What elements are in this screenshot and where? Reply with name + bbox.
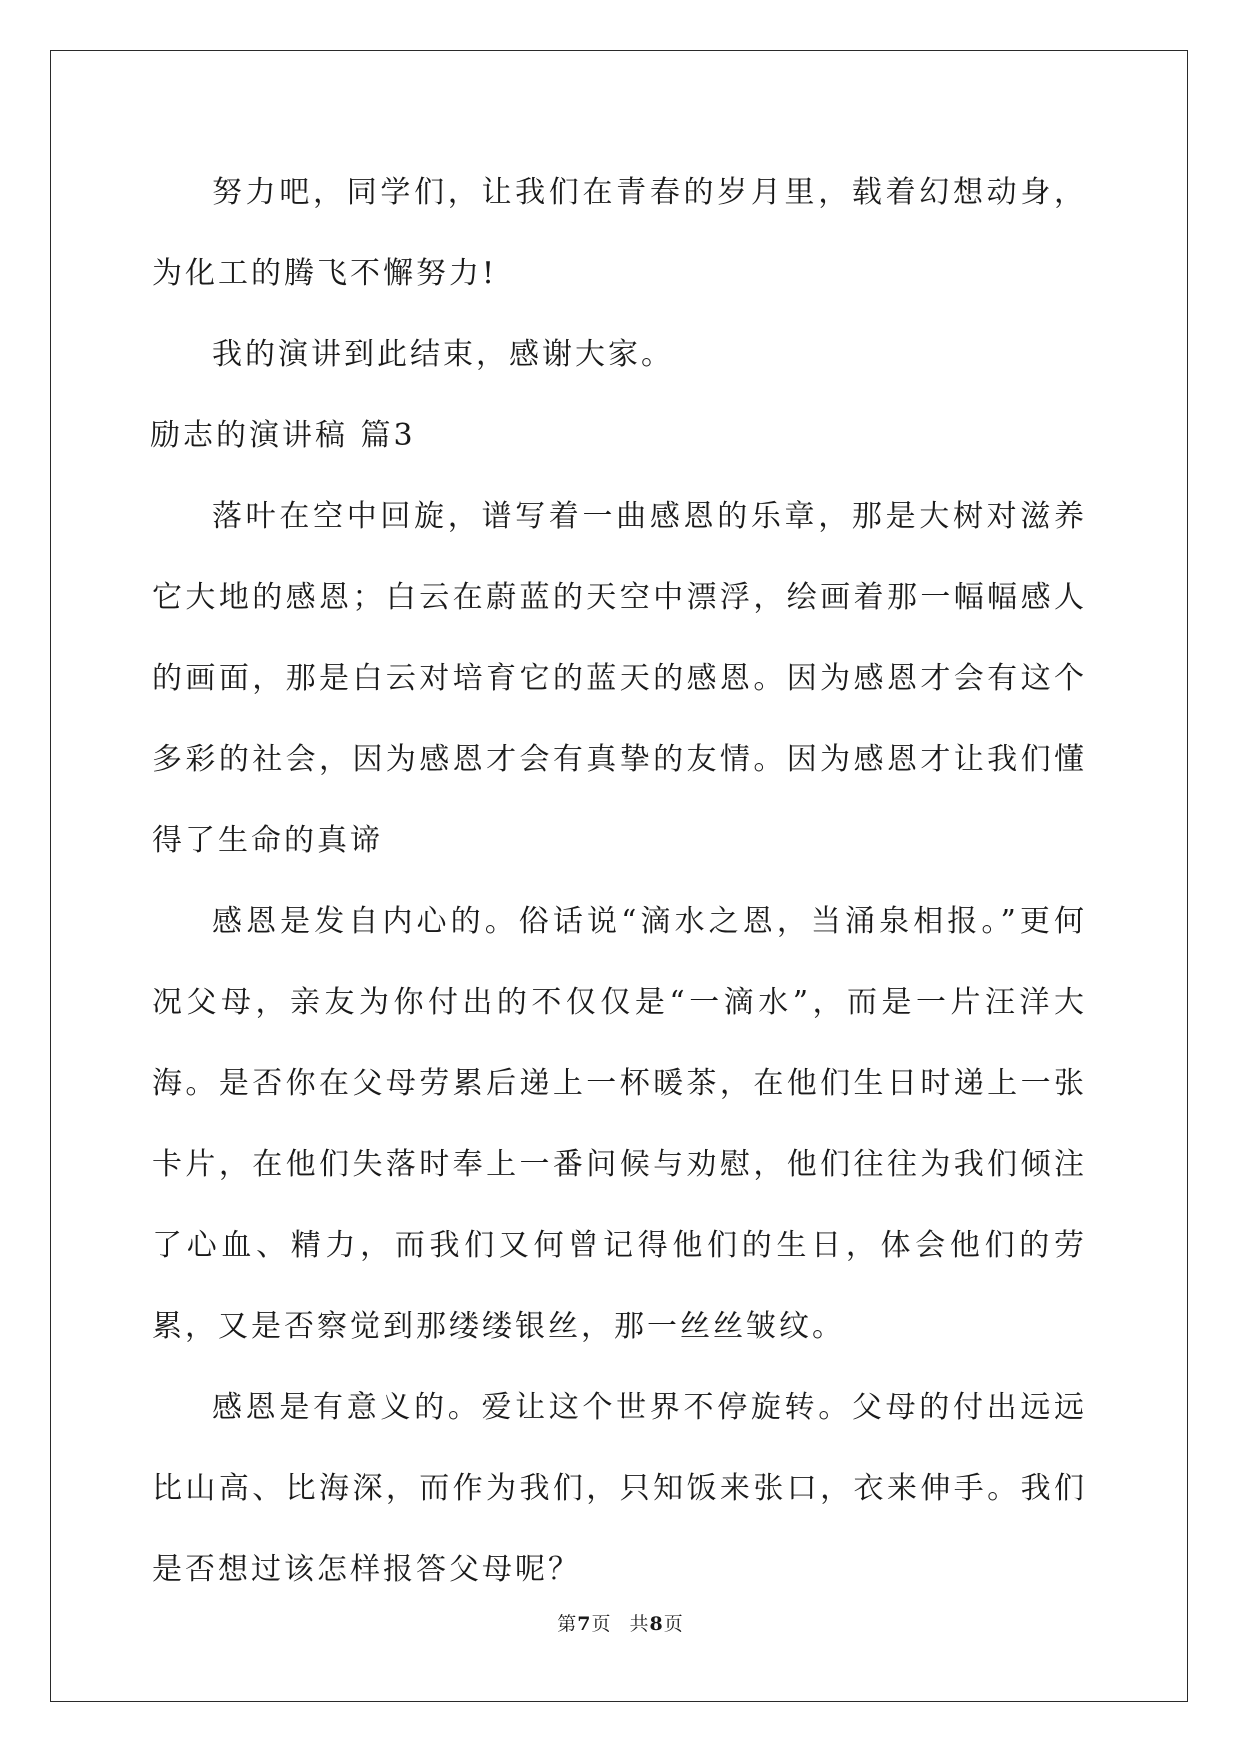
paragraph-1: 努力吧，同学们，让我们在青春的岁月里，载着幻想动身，为化工的腾飞不懈努力! bbox=[152, 175, 1087, 291]
page-prefix: 第 bbox=[557, 1613, 578, 1635]
total-suffix: 页 bbox=[663, 1613, 684, 1635]
page-suffix: 页 bbox=[591, 1613, 612, 1635]
paragraph-3: 落叶在空中回旋，谱写着一曲感恩的乐章，那是大树对滋养它大地的感恩；白云在蔚蓝的天空中漂浮，绘画着那一幅幅感人的画面，那是白云对培育它的蓝天的感恩。因为感恩才会有这个多彩的社会，因为感恩才会有真挚的友情。因为感恩才让我们懂得了生命的真谛 bbox=[152, 499, 1087, 858]
total-prefix: 共 bbox=[629, 1613, 650, 1635]
page-current: 7 bbox=[577, 1613, 592, 1635]
page-footer bbox=[0, 1609, 1241, 1636]
section-heading: 励志的演讲稿 篇3 bbox=[150, 418, 416, 453]
paragraph-4: 感恩是发自内心的。俗话说“滴水之恩，当涌泉相报。”更何况父母，亲友为你付出的不仅仅是“一滴水”，而是一片汪洋大海。是否你在父母劳累后递上一杯暖茶，在他们生日时递上一张卡片，在他们失落时奉上一番问候与劝慰，他们往往为我们倾注了心血、精力，而我们又何曾记得他们的生日，体会他们的劳累，又是否察觉到那缕缕银丝，那一丝丝皱纹。 bbox=[152, 904, 1087, 1344]
document-body bbox=[152, 152, 1087, 1610]
paragraph-2: 我的演讲到此结束，感谢大家。 bbox=[212, 337, 674, 372]
page-total: 8 bbox=[649, 1613, 664, 1635]
paragraph-5: 感恩是有意义的。爱让这个世界不停旋转。父母的付出远远比山高、比海深，而作为我们，只知饭来张口，衣来伸手。我们是否想过该怎样报答父母呢？ bbox=[152, 1390, 1087, 1587]
